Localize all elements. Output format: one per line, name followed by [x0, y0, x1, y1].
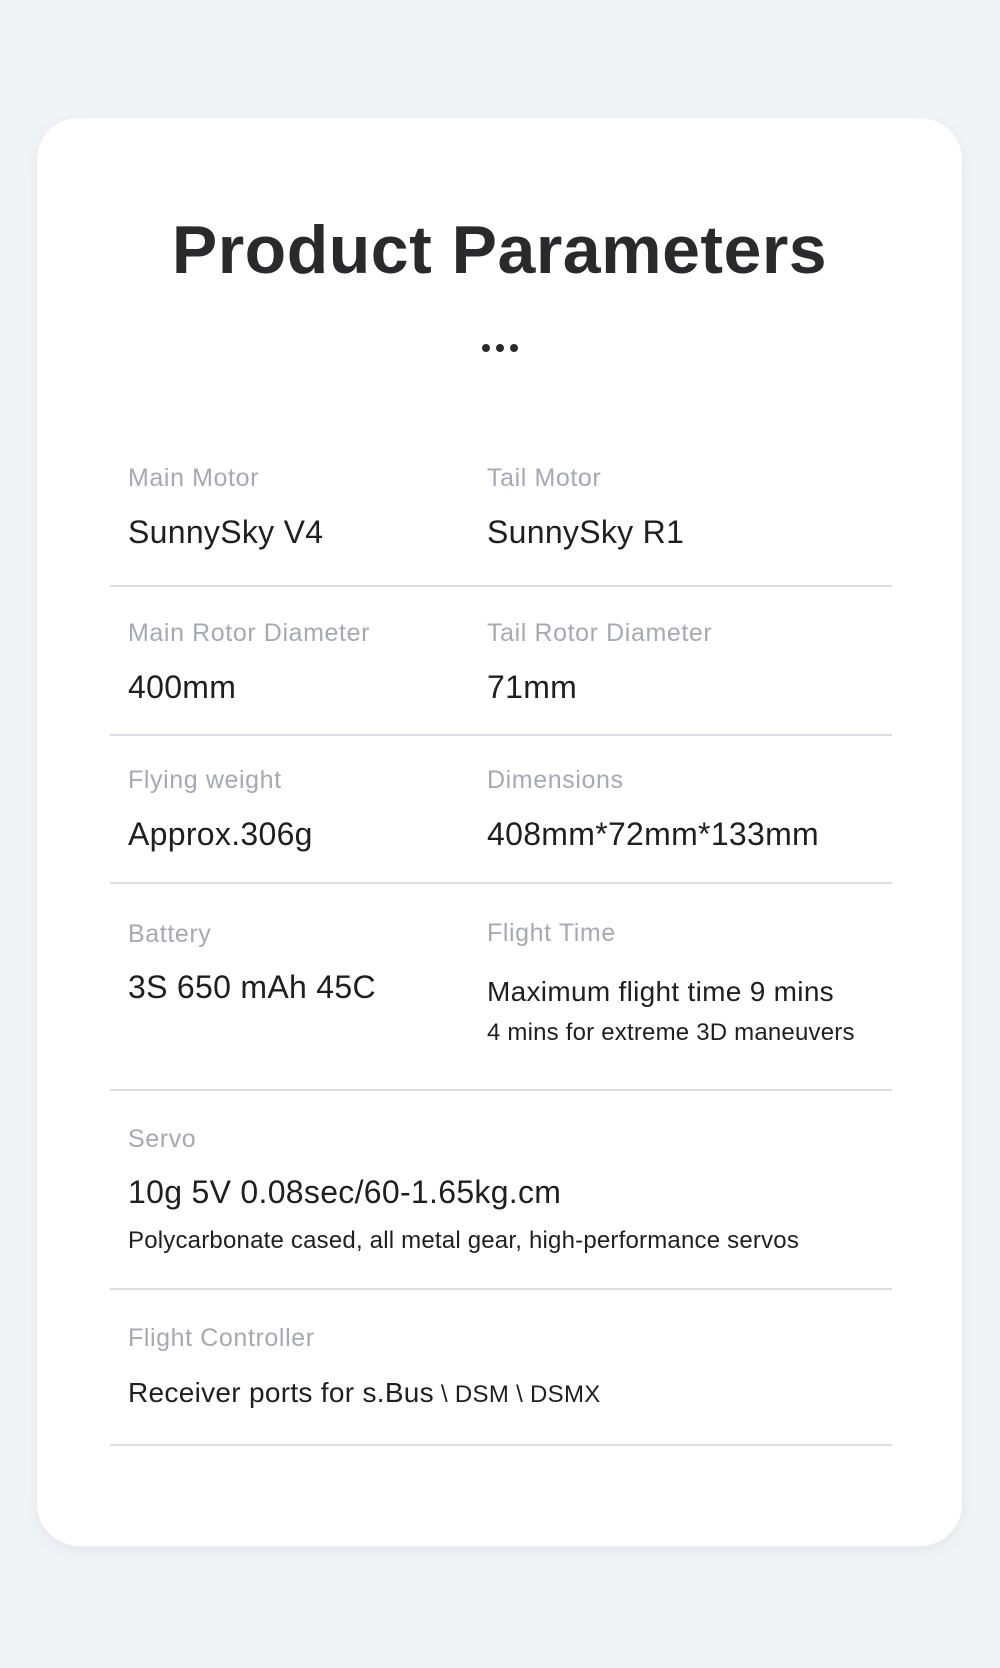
- row-flight-controller: [110, 1290, 892, 1446]
- param-value: 408mm*72mm*133mm: [487, 816, 820, 852]
- parameters-card: [37, 118, 962, 1546]
- param-value: SunnySky V4: [128, 514, 324, 550]
- param-label: Dimensions: [487, 766, 624, 794]
- param-subvalue: Polycarbonate cased, all metal gear, high-performance servos: [128, 1227, 800, 1254]
- row-motors: [110, 118, 892, 587]
- param-value: Maximum flight time 9 mins: [487, 976, 834, 1007]
- param-label: Flight Time: [487, 919, 616, 947]
- param-label: Servo: [128, 1125, 197, 1153]
- param-value-protocols: \ DSM \ DSMX: [433, 1381, 601, 1408]
- param-value: 3S 650 mAh 45C: [128, 969, 376, 1005]
- param-value: Approx.306g: [128, 816, 313, 852]
- page-title: Product Parameters: [171, 212, 828, 288]
- row-weight-dimensions: [110, 736, 892, 884]
- param-value: 71mm: [487, 669, 578, 705]
- param-label: Flying weight: [128, 766, 282, 794]
- param-label: Battery: [128, 920, 212, 948]
- param-value: 10g 5V 0.08sec/60-1.65kg.cm: [128, 1174, 562, 1210]
- param-subvalue: 4 mins for extreme 3D maneuvers: [487, 1019, 855, 1046]
- param-value: SunnySky R1: [487, 514, 685, 550]
- row-battery-flight-time: [110, 884, 892, 1091]
- param-label: Main Rotor Diameter: [128, 619, 371, 647]
- param-label: Main Motor: [128, 464, 260, 492]
- param-value-main: Receiver ports for s.Bus: [128, 1377, 434, 1408]
- param-label: Tail Rotor Diameter: [487, 619, 713, 647]
- param-value: [128, 1379, 601, 1407]
- param-value: 400mm: [128, 669, 237, 705]
- param-label: Tail Motor: [487, 464, 602, 492]
- param-label: Flight Controller: [128, 1324, 315, 1352]
- row-servo: [110, 1091, 892, 1290]
- row-rotor-diameters: [110, 587, 892, 736]
